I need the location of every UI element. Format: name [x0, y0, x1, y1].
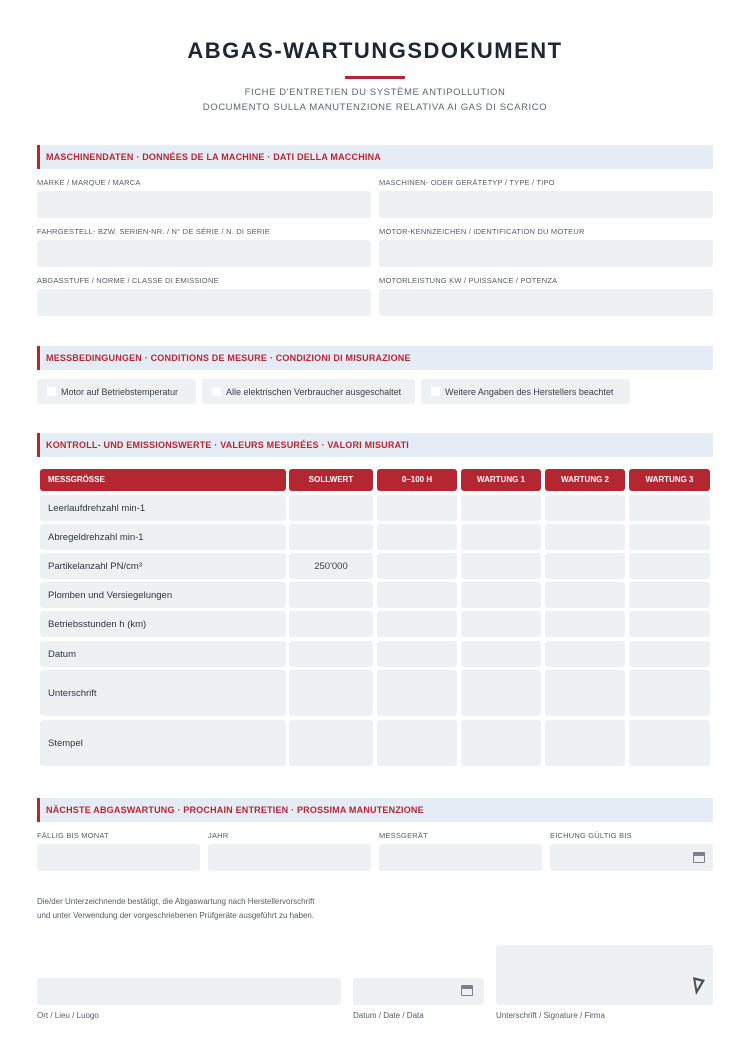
table-cell[interactable] — [629, 524, 710, 550]
table-cell[interactable] — [377, 553, 457, 579]
brand-input[interactable] — [37, 191, 371, 218]
section-measurement-conditions: MESSBEDINGUNGEN · CONDITIONS DE MESURE · CONDIZIONI DI MISURAZIONE — [37, 346, 713, 370]
check-manufacturer-specs[interactable] — [421, 379, 630, 404]
table-cell[interactable] — [289, 670, 373, 716]
table-cell[interactable] — [289, 524, 373, 550]
label-year: JAHR — [208, 831, 229, 840]
table-cell[interactable] — [545, 524, 625, 550]
signature-field[interactable] — [496, 945, 713, 1005]
section-machine-data: MASCHINENDATEN · DONNÉES DE LA MACHINE · DATI DELLA MACCHINA — [37, 145, 713, 169]
label-due-month: FÄLLIG BIS MONAT — [37, 831, 109, 840]
table-cell[interactable] — [545, 641, 625, 667]
table-cell[interactable] — [629, 495, 710, 521]
table-cell[interactable] — [629, 670, 710, 716]
table-cell[interactable] — [545, 582, 625, 608]
page-title: ABGAS-WARTUNGSDOKUMENT — [187, 38, 563, 63]
checkbox-icon[interactable] — [47, 387, 56, 396]
table-cell[interactable] — [377, 720, 457, 766]
table-row-label: Partikelanzahl PN/cm³ — [40, 553, 286, 579]
confirmation-text-1: Die/der Unterzeichnende bestätigt, die Abgaswartung nach Herstellervorschrift — [37, 897, 315, 906]
check-operating-temperature[interactable] — [37, 379, 196, 404]
col-header-target: SOLLWERT — [289, 469, 373, 491]
table-row-label: Unterschrift — [40, 670, 286, 716]
table-cell[interactable] — [377, 641, 457, 667]
emission-class-input[interactable] — [37, 289, 371, 316]
engine-power-input[interactable] — [379, 289, 713, 316]
calendar-icon[interactable] — [693, 852, 705, 863]
measuring-device-input[interactable] — [379, 844, 542, 871]
table-row-label: Betriebsstunden h (km) — [40, 611, 286, 637]
table-cell[interactable] — [629, 641, 710, 667]
label-engine-power: MOTORLEISTUNG KW / PUISSANCE / POTENZA — [379, 276, 558, 285]
table-cell[interactable] — [461, 553, 541, 579]
place-label: Ort / Lieu / Luogo — [37, 1011, 99, 1020]
year-input[interactable] — [208, 844, 371, 871]
table-cell[interactable] — [377, 611, 457, 637]
label-brand: MARKE / MARQUE / MARCA — [37, 178, 141, 187]
table-row-label: Plomben und Versiegelungen — [40, 582, 286, 608]
table-cell[interactable] — [377, 582, 457, 608]
table-cell[interactable] — [461, 524, 541, 550]
machine-type-input[interactable] — [379, 191, 713, 218]
table-cell[interactable] — [289, 611, 373, 637]
table-cell[interactable] — [461, 641, 541, 667]
check-label: Weitere Angaben des Herstellers beachtet — [445, 386, 614, 397]
table-cell[interactable] — [545, 720, 625, 766]
col-header-service-3: WARTUNG 3 — [629, 469, 710, 491]
table-cell[interactable] — [289, 641, 373, 667]
table-cell[interactable] — [545, 611, 625, 637]
title-divider — [345, 76, 405, 79]
label-serial-number: FAHRGESTELL- BZW. SERIEN-NR. / N° DE SÉRIE / N. DI SERIE — [37, 227, 270, 236]
pen-icon — [692, 976, 706, 996]
subtitle-it: DOCUMENTO SULLA MANUTENZIONE RELATIVA AI GAS DI SCARICO — [202, 102, 548, 113]
table-cell[interactable] — [377, 670, 457, 716]
table-cell[interactable] — [461, 670, 541, 716]
engine-id-input[interactable] — [379, 240, 713, 267]
calibration-valid-input[interactable] — [550, 844, 713, 871]
check-consumers-off[interactable] — [202, 379, 415, 404]
check-label: Alle elektrischen Verbraucher ausgeschaltet — [226, 386, 402, 397]
label-measuring-device: MESSGERÄT — [379, 831, 428, 840]
subtitle-fr: FICHE D'ENTRETIEN DU SYSTÈME ANTIPOLLUTION — [244, 87, 506, 98]
table-cell[interactable] — [545, 553, 625, 579]
calendar-icon[interactable] — [461, 985, 473, 996]
check-label: Motor auf Betriebstemperatur — [61, 386, 179, 397]
section-emission-values: KONTROLL- UND EMISSIONSWERTE · VALEURS MESURÉES · VALORI MISURATI — [37, 433, 713, 457]
col-header-measure: MESSGRÖSSE — [40, 469, 286, 491]
table-cell[interactable] — [629, 582, 710, 608]
table-cell[interactable] — [629, 720, 710, 766]
table-cell[interactable] — [461, 720, 541, 766]
col-header-service-1: WARTUNG 1 — [461, 469, 541, 491]
place-input[interactable] — [37, 978, 341, 1005]
label-machine-type: MASCHINEN- ODER GERÄTETYP / TYPE / TIPO — [379, 178, 555, 187]
checkbox-icon[interactable] — [212, 387, 221, 396]
table-cell[interactable] — [377, 495, 457, 521]
confirmation-text-2: und unter Verwendung der vorgeschriebenen Prüfgeräte ausgeführt zu haben. — [37, 911, 315, 920]
table-cell[interactable]: 250'000 — [289, 553, 373, 579]
table-cell[interactable] — [545, 670, 625, 716]
table-row-label: Stempel — [40, 720, 286, 766]
col-header-0-100h: 0–100 H — [377, 469, 457, 491]
due-month-input[interactable] — [37, 844, 200, 871]
serial-number-input[interactable] — [37, 240, 371, 267]
checkbox-icon[interactable] — [431, 387, 440, 396]
table-row-label: Abregeldrehzahl min-1 — [40, 524, 286, 550]
col-header-service-2: WARTUNG 2 — [545, 469, 625, 491]
table-cell[interactable] — [377, 524, 457, 550]
table-row-label: Leerlaufdrehzahl min-1 — [40, 495, 286, 521]
section-next-service: NÄCHSTE ABGASWARTUNG · PROCHAIN ENTRETIEN · PROSSIMA MANUTENZIONE — [37, 798, 713, 822]
table-row-label: Datum — [40, 641, 286, 667]
table-cell[interactable] — [289, 720, 373, 766]
label-engine-id: MOTOR-KENNZEICHEN / IDENTIFICATION DU MOTEUR — [379, 227, 585, 236]
table-cell[interactable] — [629, 553, 710, 579]
table-cell[interactable] — [461, 611, 541, 637]
table-cell[interactable] — [289, 582, 373, 608]
table-cell[interactable] — [629, 611, 710, 637]
table-cell[interactable] — [461, 582, 541, 608]
label-emission-class: ABGASSTUFE / NORME / CLASSE DI EMISSIONE — [37, 276, 219, 285]
label-calibration-valid: EICHUNG GÜLTIG BIS — [550, 831, 632, 840]
table-cell[interactable] — [461, 495, 541, 521]
date-label: Datum / Date / Data — [353, 1011, 424, 1020]
table-cell[interactable] — [545, 495, 625, 521]
signature-label: Unterschrift / Signature / Firma — [496, 1011, 605, 1020]
table-cell[interactable] — [289, 495, 373, 521]
